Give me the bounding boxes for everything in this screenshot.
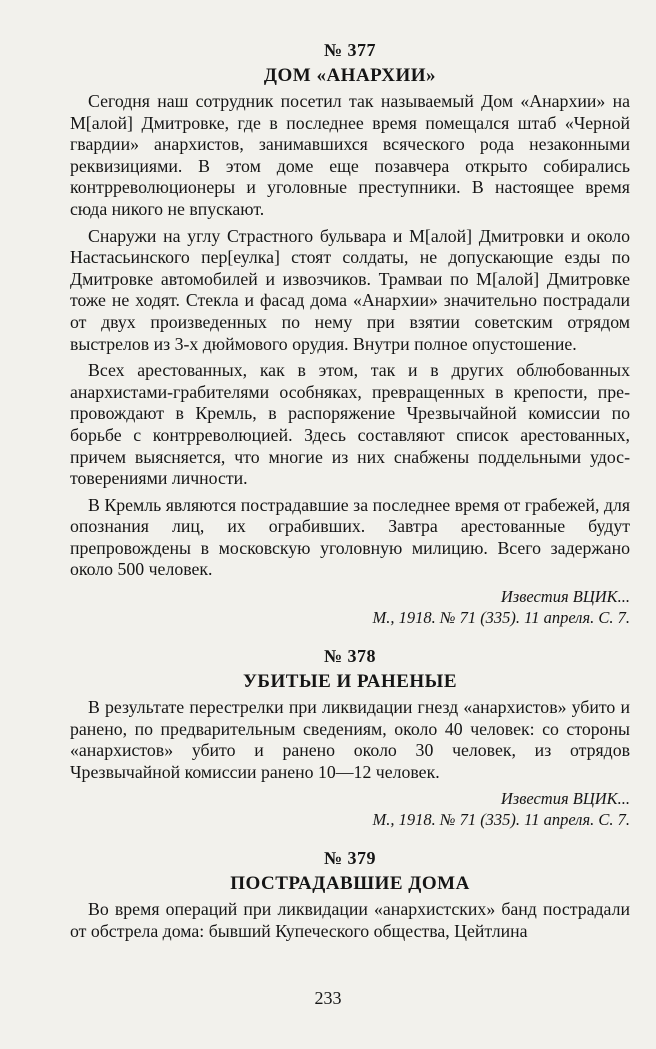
- document-number: № 377: [323, 40, 377, 60]
- document-number: № 379: [323, 848, 377, 869]
- document-379: [70, 848, 630, 942]
- paragraph: Снаружи на углу Страстного бульвара и М[алой] Дмитровки и около Настасьинского пер[еулка] стоят солдаты, не допускающие езды по Дмитровке автомобилей и извозчиков. Трамваи по М[алой] Дмитровке тоже не ходят. Стекла и фасад дома «Анархии» значительно пострадали от двух произведенных по нему при взятии советским отрядом выстрелов из 3-х дюймового орудия. Внутри полное опустошение.: [70, 225, 630, 354]
- source-details: М., 1918. № 71 (335). 11 апреля. С. 7.: [372, 810, 630, 830]
- paragraph: В результате перестрелки при ликвидации гнезд «анархистов» убито и ранено, по предварительным сведениям, около 40 человек: со стороны «анархистов» убито и ранено около 30 человек, из отрядов Чрезвычайной комиссии ранено 10—12 человек.: [70, 697, 630, 782]
- page-number: 233: [314, 988, 342, 1008]
- page-content: [70, 40, 630, 948]
- paragraph: Всех арестованных, как в этом, так и в других облюбованных анархистами-грабителями особняках, превращенных в крепости, препровождают в Кремль, в распоряжение Чрезвычайной комиссии по борьбе с контрреволюцией. Здесь составляют список арестованных, причем выясняется, что многие из них снабжены поддельными удостоверениями личности.: [70, 360, 630, 489]
- source-title: Известия ВЦИК...: [500, 789, 630, 809]
- document-title: ПОСТРАДАВШИЕ ДОМА: [230, 873, 470, 895]
- document-377: [70, 40, 630, 628]
- paragraph: В Кремль являются пострадавшие за последнее время от грабежей, для опознания лиц, их ограбивших. Завтра арестованные будут препровождены в московскую уголовную милицию. Всего задержано около 500 человек.: [70, 494, 630, 580]
- source-title: Известия ВЦИК...: [500, 587, 630, 607]
- source-details: М., 1918. № 71 (335). 11 апреля. С. 7.: [372, 608, 630, 628]
- source-citation: [70, 586, 630, 628]
- paragraph: Сегодня наш сотрудник посетил так называемый Дом «Анархии» на М[алой] Дмитровке, где в последнее время помещался штаб «Черной гвардии» анархистов, занимавшихся всяческого рода незаконными реквизициями. В этом доме еще позавчера открыто собирались контрреволюционеры и уголовные преступники. В настоящее время сюда никого не впускают.: [70, 91, 630, 219]
- document-title: УБИТЫЕ И РАНЕНЫЕ: [242, 671, 458, 693]
- document-number: № 378: [323, 646, 377, 667]
- document-title: ДОМ «АНАРХИИ»: [263, 65, 437, 86]
- paragraph: Во время операций при ликвидации «анархистских» банд пострадали от обстрела дома: бывший Купеческого общества, Цейтлина: [70, 899, 630, 942]
- source-citation: [70, 788, 630, 830]
- document-378: [70, 646, 630, 830]
